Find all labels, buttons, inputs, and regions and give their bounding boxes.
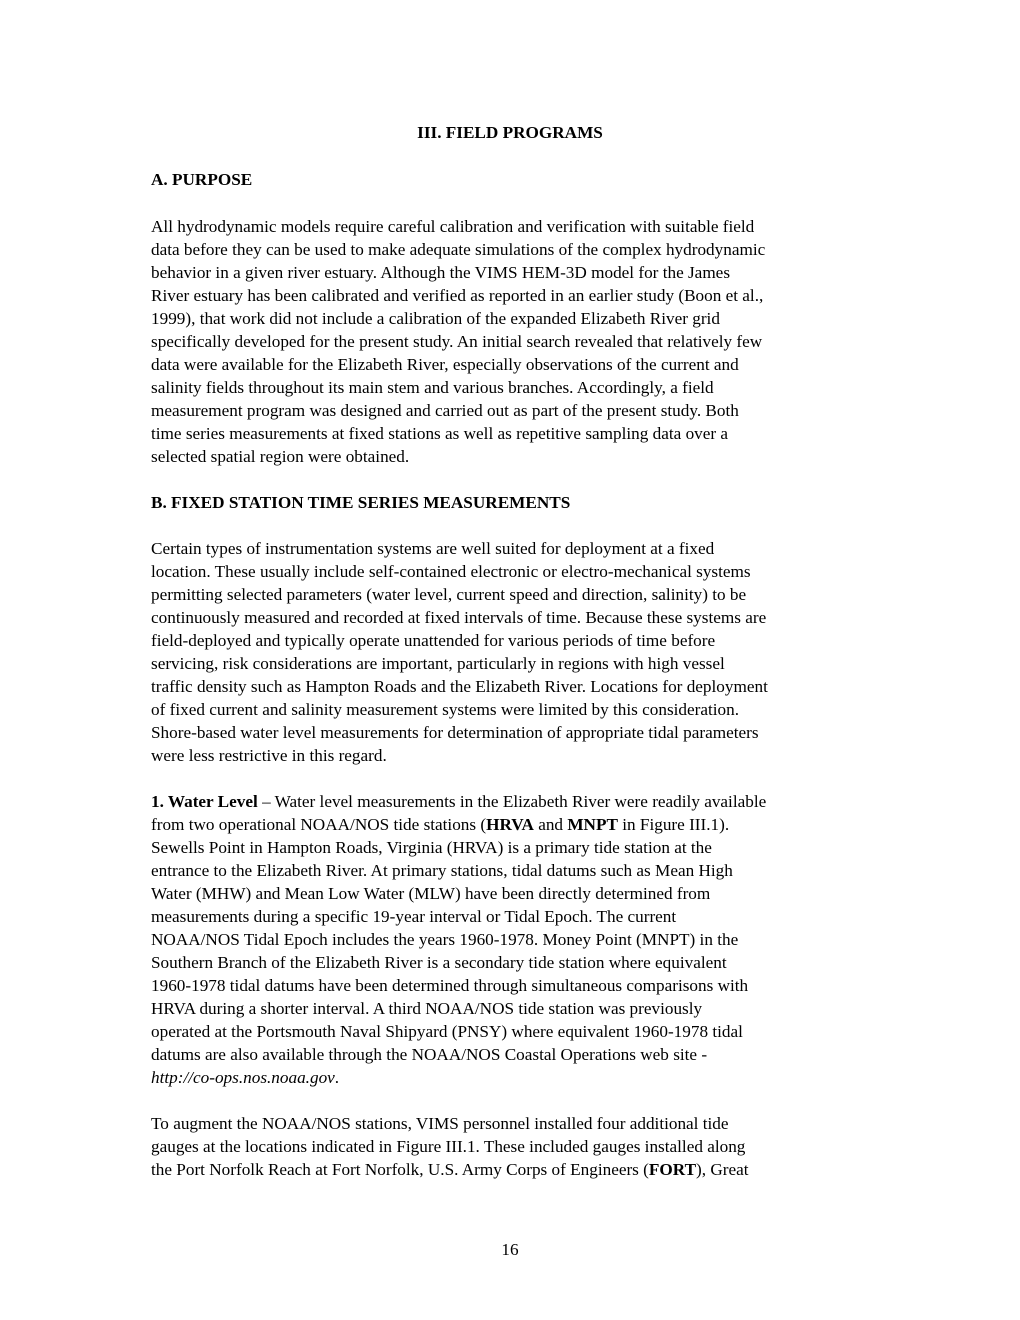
text-line: Water (MHW) and Mean Low Water (MLW) have been directly determined from bbox=[151, 884, 711, 903]
text-span: . bbox=[334, 1068, 340, 1087]
text-line: field-deployed and typically operate unattended for various periods of time before bbox=[151, 631, 716, 650]
text-line: Shore-based water level measurements for determination of appropriate tidal parameters bbox=[151, 723, 759, 742]
text-line: measurement program was designed and carried out as part of the present study. Both bbox=[151, 401, 739, 420]
text-line: entrance to the Elizabeth River. At primary stations, tidal datums such as Mean High bbox=[151, 861, 733, 880]
text-line: HRVA during a shorter interval. A third NOAA/NOS tide station was previously bbox=[151, 999, 703, 1018]
text-line: salinity fields throughout its main stem and various branches. Accordingly, a field bbox=[151, 378, 714, 397]
text-line: 1960-1978 tidal datums have been determined through simultaneous comparisons with bbox=[151, 976, 749, 995]
text-line: gauges at the locations indicated in Figure III.1. These included gauges installed along bbox=[151, 1137, 746, 1156]
section-a-heading: A. PURPOSE bbox=[151, 170, 253, 189]
text-line: measurements during a specific 19-year interval or Tidal Epoch. The current bbox=[151, 907, 677, 926]
text-line: continuously measured and recorded at fixed intervals of time. Because these systems are bbox=[151, 608, 767, 627]
text-line: selected spatial region were obtained. bbox=[151, 447, 410, 466]
text-span: in Figure III.1). bbox=[617, 815, 730, 834]
text-line: All hydrodynamic models require careful calibration and verification with suitable field bbox=[151, 217, 755, 236]
text-line: datums are also available through the NOAA/NOS Coastal Operations web site - bbox=[151, 1045, 708, 1064]
text-line: operated at the Portsmouth Naval Shipyard (PNSY) where equivalent 1960-1978 tidal bbox=[151, 1022, 743, 1041]
section-b-heading: B. FIXED STATION TIME SERIES MEASUREMENTS bbox=[151, 493, 571, 512]
text-line: data were available for the Elizabeth River, especially observations of the current and bbox=[151, 355, 739, 374]
station-code-fort: FORT bbox=[648, 1160, 697, 1179]
text-line: River estuary has been calibrated and verified as reported in an earlier study (Boon et al., bbox=[151, 286, 764, 305]
text-line bbox=[151, 1066, 339, 1089]
web-link[interactable]: http://co-ops.nos.noaa.gov bbox=[151, 1068, 335, 1087]
text-line: time series measurements at fixed stations as well as repetitive sampling data over a bbox=[151, 424, 729, 443]
station-code-hrva: HRVA bbox=[486, 815, 534, 834]
text-line bbox=[151, 790, 766, 813]
text-line: were less restrictive in this regard. bbox=[151, 746, 387, 765]
station-code-mnpt: MNPT bbox=[567, 815, 618, 834]
text-line: of fixed current and salinity measurement systems were limited by this consideration. bbox=[151, 700, 740, 719]
text-line: Sewells Point in Hampton Roads, Virginia (HRVA) is a primary tide station at the bbox=[151, 838, 712, 857]
text-line bbox=[151, 1158, 749, 1181]
text-line: Southern Branch of the Elizabeth River is a secondary tide station where equivalent bbox=[151, 953, 727, 972]
text-span: – Water level measurements in the Elizabeth River were readily available bbox=[257, 792, 767, 811]
text-span: and bbox=[533, 815, 568, 834]
page-title: III. FIELD PROGRAMS bbox=[417, 123, 603, 142]
text-line: data before they can be used to make adequate simulations of the complex hydrodynamic bbox=[151, 240, 766, 259]
text-line bbox=[151, 813, 729, 836]
page-number: 16 bbox=[501, 1240, 519, 1259]
text-line: behavior in a given river estuary. Although the VIMS HEM-3D model for the James bbox=[151, 263, 731, 282]
text-line: To augment the NOAA/NOS stations, VIMS personnel installed four additional tide bbox=[151, 1114, 729, 1133]
text-span: from two operational NOAA/NOS tide stations ( bbox=[151, 815, 487, 834]
text-line: permitting selected parameters (water level, current speed and direction, salinity) to be bbox=[151, 585, 747, 604]
text-line: location. These usually include self-contained electronic or electro-mechanical systems bbox=[151, 562, 751, 581]
text-line: Certain types of instrumentation systems are well suited for deployment at a fixed bbox=[151, 539, 715, 558]
subsection-label: 1. Water Level bbox=[151, 792, 258, 811]
text-line: NOAA/NOS Tidal Epoch includes the years 1960-1978. Money Point (MNPT) in the bbox=[151, 930, 739, 949]
text-line: traffic density such as Hampton Roads and the Elizabeth River. Locations for deployment bbox=[151, 677, 768, 696]
text-line: servicing, risk considerations are important, particularly in regions with high vessel bbox=[151, 654, 725, 673]
text-line: 1999), that work did not include a calibration of the expanded Elizabeth River grid bbox=[151, 309, 720, 328]
text-line: specifically developed for the present study. An initial search revealed that relatively few bbox=[151, 332, 763, 351]
text-span: the Port Norfolk Reach at Fort Norfolk, U.S. Army Corps of Engineers ( bbox=[151, 1160, 649, 1179]
text-span: ), Great bbox=[696, 1160, 749, 1179]
